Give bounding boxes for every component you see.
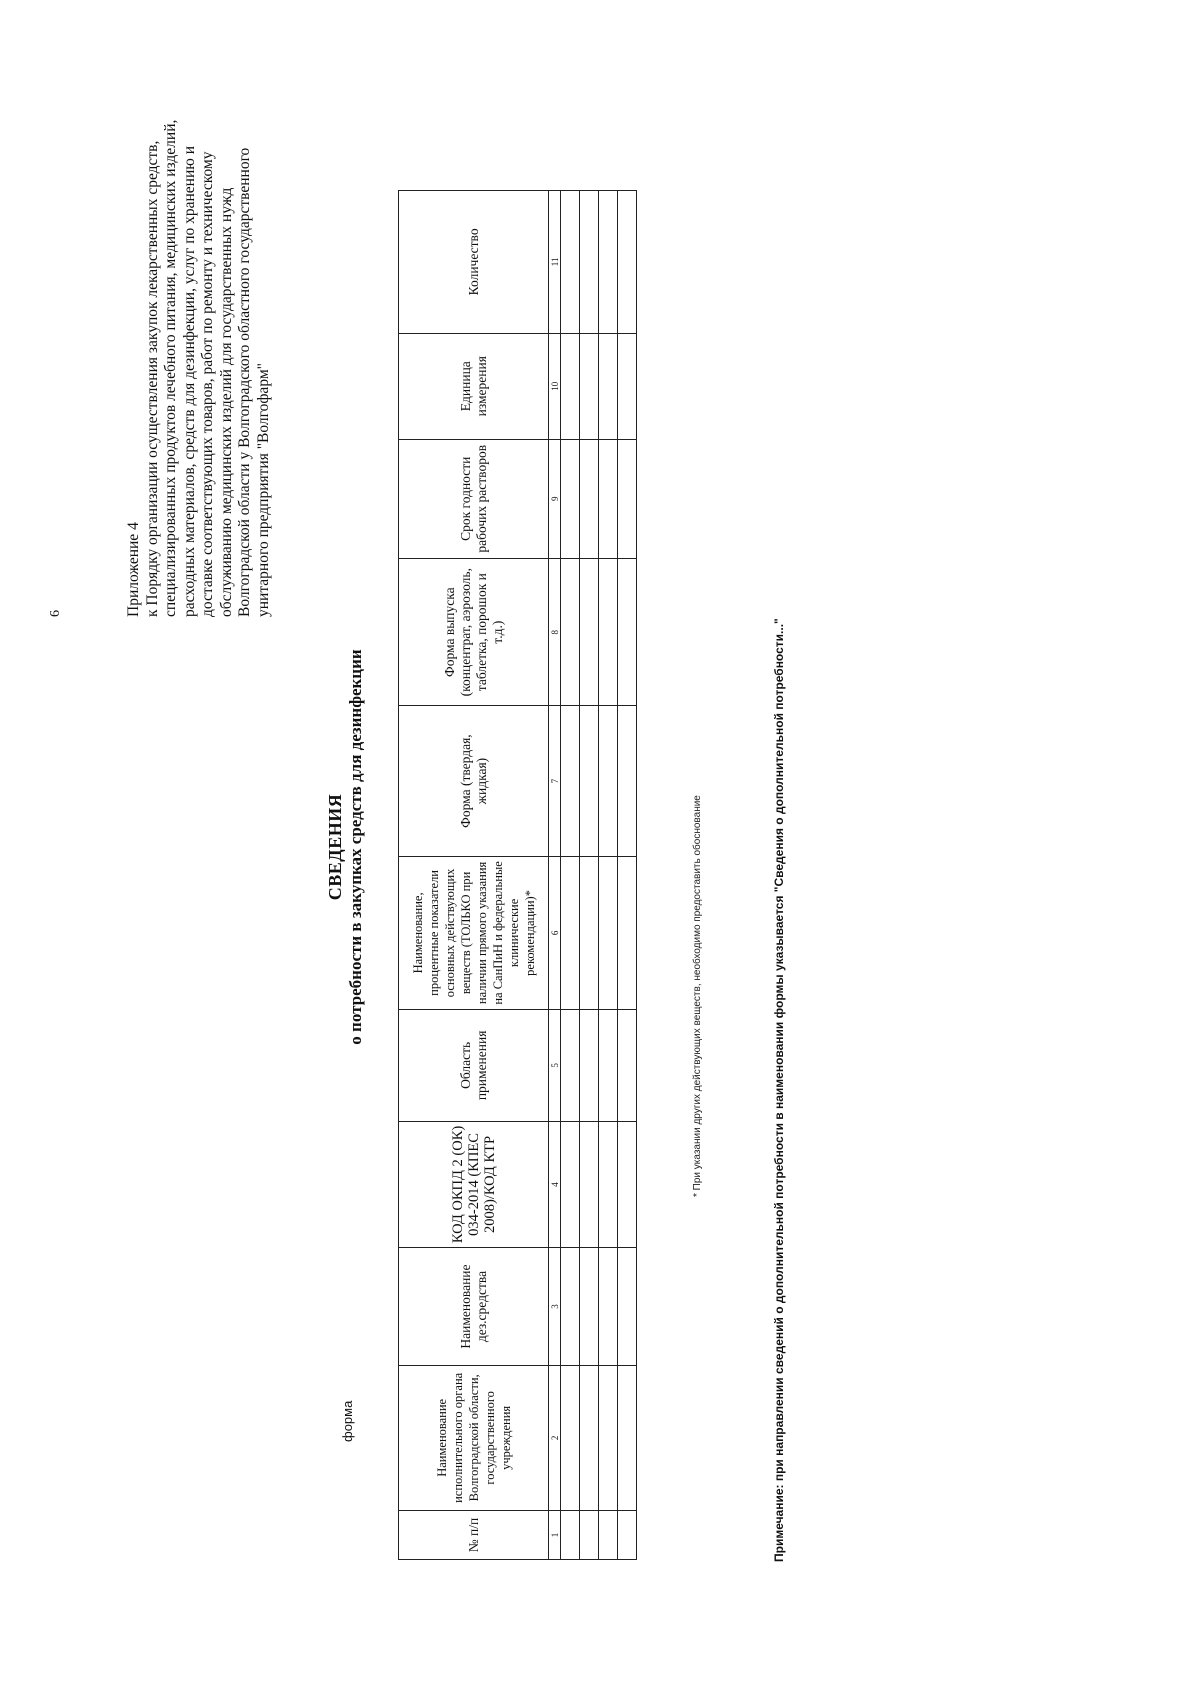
table-cell[interactable] (599, 706, 618, 856)
table-cell[interactable] (561, 1121, 580, 1248)
appendix-line: обслуживанию медицинских изделий для государственных нужд (217, 187, 235, 617)
appendix-line: расходных материалов, средств для дезинфекции, услуг по хранению и (180, 145, 198, 617)
table-cell[interactable] (618, 1010, 637, 1121)
table-row (561, 191, 580, 1560)
page-number: 6 (48, 610, 63, 617)
table-cell[interactable] (599, 1248, 618, 1365)
table-cell[interactable] (599, 1010, 618, 1121)
appendix-line: Приложение 4 (125, 522, 142, 617)
header-cell: Наименование, процентные показатели основных действующих веществ (ТОЛЬКО при наличии прямого указания на СанПиН и федеральные клинические рекомендации)* (399, 856, 549, 1010)
header-cell: № п/п (399, 1510, 549, 1559)
table-cell[interactable] (580, 558, 599, 706)
table-footnote: * При указании других действующих веществ, необходимо предоставить обоснование (692, 795, 703, 1197)
table-cell[interactable] (561, 439, 580, 558)
appendix-line: специализированных продуктов лечебного питания, медицинских изделий, (162, 119, 179, 617)
table-cell[interactable] (599, 1510, 618, 1559)
table-cell[interactable] (580, 439, 599, 558)
table-cell[interactable] (561, 1010, 580, 1121)
column-number: 10 (549, 333, 561, 439)
column-number: 4 (549, 1121, 561, 1248)
table-cell[interactable] (599, 856, 618, 1010)
table-cell[interactable] (599, 191, 618, 334)
appendix-line: доставке соответствующих товаров, работ по ремонту и техническому (199, 151, 216, 617)
table-cell[interactable] (618, 1121, 637, 1248)
table-row (580, 191, 599, 1560)
column-number: 1 (549, 1510, 561, 1559)
table-cell[interactable] (580, 1248, 599, 1365)
disinfectant-demand-table (398, 190, 637, 1560)
title-main: СВЕДЕНИЯ (325, 793, 345, 901)
table-cell[interactable] (580, 1010, 599, 1121)
table-cell[interactable] (580, 706, 599, 856)
table-cell[interactable] (561, 1248, 580, 1365)
header-cell: Наименование дез.средства (399, 1248, 549, 1365)
table-cell[interactable] (599, 333, 618, 439)
title-subtitle: о потребности в закупках средств для дезинфекции (346, 649, 365, 1045)
header-cell: Наименование исполнительного органа Волгоградской области, государственного учреждения (399, 1365, 549, 1510)
table-cell[interactable] (618, 333, 637, 439)
appendix-line: к Порядку организации осуществления закупок лекарственных средств, (143, 140, 161, 617)
column-number: 7 (549, 706, 561, 856)
header-cell: Область применения (399, 1010, 549, 1121)
table-cell[interactable] (599, 1365, 618, 1510)
appendix-line: унитарного предприятия "Волгофарм" (254, 363, 272, 617)
table-cell[interactable] (599, 558, 618, 706)
appendix-line: Волгоградской области у Волгоградского областного государственного (236, 147, 253, 617)
table-row (599, 191, 618, 1560)
table-cell[interactable] (599, 1121, 618, 1248)
header-cell: Количество (399, 191, 549, 334)
header-cell: Срок годности рабочих растворов (399, 439, 549, 558)
header-cell: Форма (твердая, жидкая) (399, 706, 549, 856)
column-number: 2 (549, 1365, 561, 1510)
column-number: 5 (549, 1010, 561, 1121)
table-cell[interactable] (580, 1121, 599, 1248)
table-cell[interactable] (561, 1510, 580, 1559)
appendix-header (125, 77, 273, 617)
table-header-row (399, 191, 549, 1560)
header-cell: Единица измерения (399, 333, 549, 439)
table-cell[interactable] (580, 1365, 599, 1510)
table-cell[interactable] (580, 191, 599, 334)
table-cell[interactable] (618, 856, 637, 1010)
column-number: 8 (549, 558, 561, 706)
header-cell: КОД ОКПД 2 (ОК) 034-2014 (КПЕС 2008)/КОД КТР (399, 1121, 549, 1248)
column-number: 9 (549, 439, 561, 558)
table-cell[interactable] (618, 558, 637, 706)
table-cell[interactable] (618, 191, 637, 334)
table-cell[interactable] (561, 856, 580, 1010)
table-cell[interactable] (580, 856, 599, 1010)
table-cell[interactable] (618, 439, 637, 558)
document-title (325, 227, 366, 1467)
column-number-row (549, 191, 561, 1560)
table-cell[interactable] (561, 706, 580, 856)
table-cell[interactable] (561, 333, 580, 439)
table-cell[interactable] (580, 333, 599, 439)
table-cell[interactable] (561, 558, 580, 706)
table-cell[interactable] (618, 706, 637, 856)
table-cell[interactable] (618, 1248, 637, 1365)
table-cell[interactable] (618, 1365, 637, 1510)
table-cell[interactable] (561, 1365, 580, 1510)
table-row (618, 191, 637, 1560)
table-cell[interactable] (599, 439, 618, 558)
column-number: 6 (549, 856, 561, 1010)
form-label: форма (340, 1400, 355, 1442)
column-number: 3 (549, 1248, 561, 1365)
column-number: 11 (549, 191, 561, 334)
table-cell[interactable] (561, 191, 580, 334)
header-cell: Форма выпуска (концентрат, аэрозоль, таблетка, порошок и т.д.) (399, 558, 549, 706)
table-cell[interactable] (618, 1510, 637, 1559)
table-cell[interactable] (580, 1510, 599, 1559)
document-note: Примечание: при направлении сведений о дополнительной потребности в наименовании формы указывается "Сведения о дополнительной потребности..." (772, 618, 786, 1562)
